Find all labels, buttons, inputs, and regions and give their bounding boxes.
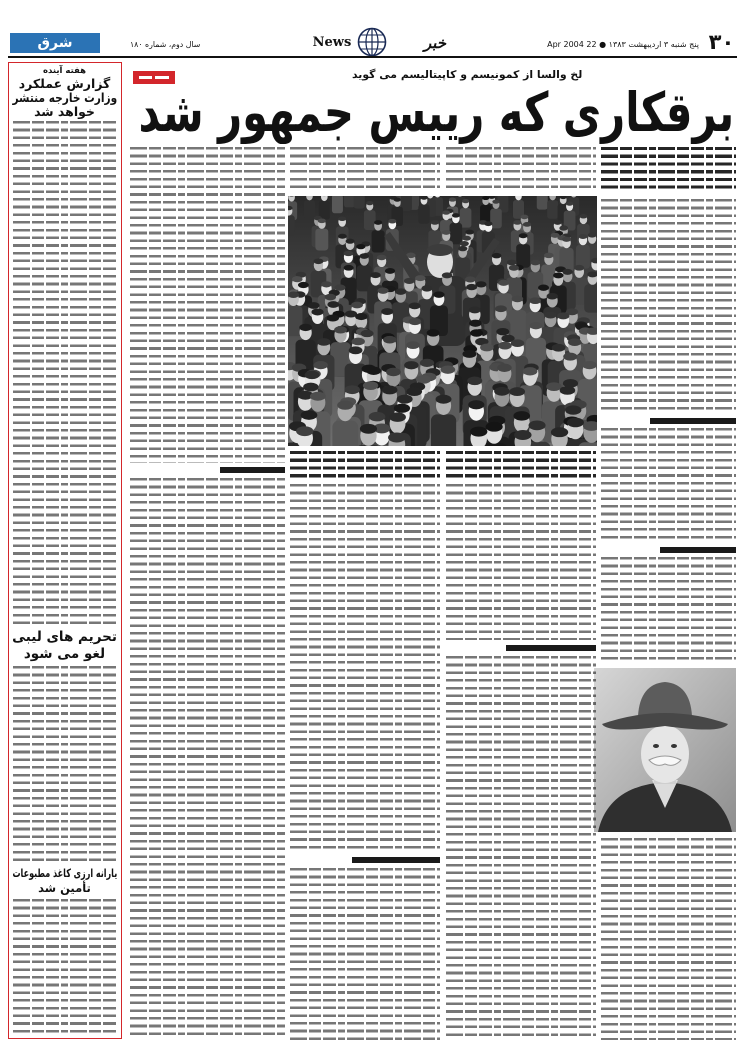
article-headline-text: برقکاری که رییس جمهور شد	[138, 81, 734, 144]
crowd-hair	[462, 199, 469, 203]
crowd-hair	[553, 272, 564, 278]
crowd-hair	[377, 255, 387, 261]
article-kicker-text: لخ والسا از کمونیسم و کاپیتالیسم می گوید	[351, 69, 583, 81]
crowd-hair	[406, 341, 420, 349]
crowd-hair	[547, 293, 558, 300]
crowd-hair	[579, 234, 588, 239]
crowd-hair	[560, 386, 576, 395]
crowd-hair	[562, 237, 571, 242]
crowd-body	[418, 205, 429, 224]
crowd-hair	[288, 292, 299, 298]
badge-mark	[139, 76, 152, 79]
crowd-hair	[394, 198, 401, 202]
crowd-hair	[452, 213, 460, 218]
crowd-hair	[292, 276, 303, 282]
crowd-hair	[346, 239, 355, 244]
crowd-hair	[421, 285, 432, 291]
crowd-body	[450, 223, 463, 244]
crowd-hair	[530, 260, 540, 266]
crowd-hair	[494, 387, 510, 396]
crowd-hair	[369, 412, 386, 422]
body-subheading	[352, 857, 440, 863]
body-text	[446, 656, 596, 1040]
body-text	[130, 478, 285, 1040]
crowd-hair	[382, 386, 398, 395]
crowd-hair	[344, 265, 354, 271]
crowd-hair	[530, 322, 543, 329]
crowd-body	[431, 414, 456, 446]
article-headline	[138, 82, 734, 144]
crowd-hair	[512, 296, 524, 303]
crowd-hair	[546, 382, 561, 391]
body-text	[601, 428, 736, 543]
crowd-hair	[562, 269, 572, 275]
crowd-hair	[568, 338, 581, 346]
crowd-hair	[308, 302, 320, 309]
crowd-hair	[495, 305, 507, 312]
issue-date	[544, 38, 702, 50]
crowd-hair	[498, 280, 509, 286]
crowd-hair	[311, 309, 323, 316]
crowd-hair	[303, 383, 318, 392]
sidebar-headline-line: تأمین شد	[38, 881, 91, 895]
body-text	[290, 147, 440, 193]
crowd-hair	[321, 281, 332, 287]
crowd-hair	[544, 312, 556, 319]
crowd-hair	[388, 432, 406, 442]
crowd-hair	[388, 219, 396, 224]
crowd-body	[344, 196, 355, 207]
sidebar-headline	[12, 76, 117, 90]
portrait-eye	[671, 744, 677, 748]
portrait-photo	[594, 668, 736, 832]
crowd-hair	[567, 418, 584, 428]
crowd-hair	[370, 272, 380, 278]
crowd-hair	[565, 405, 581, 414]
portrait-photo-svg	[594, 668, 736, 832]
crowd-hair	[433, 291, 444, 297]
crowd-hair	[317, 338, 330, 346]
crowd-hair	[359, 253, 369, 259]
crowd-hair	[554, 220, 562, 225]
body-text	[130, 147, 285, 463]
crowd-hair	[513, 220, 521, 225]
photo-caption	[290, 451, 440, 478]
body-text	[601, 838, 736, 1040]
crowd-hair	[563, 353, 577, 361]
crowd-hair	[460, 241, 469, 246]
issue-date-text: پنج شنبه ۳ اردیبهشت ۱۳۸۳ ● 22 Apr 2004	[547, 39, 699, 49]
crowd-hair	[557, 312, 569, 319]
crowd-hair	[523, 222, 531, 227]
crowd-body	[584, 284, 597, 312]
body-text	[601, 199, 736, 414]
body-text	[446, 147, 596, 193]
crowd-hair	[507, 260, 517, 266]
crowd-hair	[469, 320, 482, 327]
crowd-hair	[566, 201, 573, 205]
crowd-hair	[314, 258, 324, 264]
body-subheading	[660, 547, 736, 553]
crowd-hair	[427, 244, 453, 256]
crowd-hair	[363, 381, 378, 390]
crowd-hair	[386, 368, 401, 376]
crowd-hair	[355, 313, 367, 320]
body-text	[290, 868, 440, 1040]
sidebar-body-text	[13, 899, 116, 1034]
portrait-eye	[653, 744, 659, 748]
crowd-hair	[492, 253, 502, 259]
crowd-hair	[318, 218, 326, 223]
body-text	[446, 484, 596, 640]
crowd-hair	[327, 314, 339, 321]
crowd-hair	[314, 361, 328, 369]
section-title-en: News	[312, 35, 352, 50]
crowd-hair	[374, 220, 382, 225]
section-title-fa: خبر	[423, 34, 447, 52]
crowd-hair	[299, 324, 312, 331]
crowd-hair	[588, 233, 597, 238]
sidebar-headline	[12, 90, 117, 104]
crowd-body	[354, 196, 365, 209]
crowd-hair	[366, 367, 381, 375]
crowd-hair	[529, 420, 546, 430]
crowd-hair	[394, 404, 410, 413]
crowd-hair	[465, 230, 474, 235]
crowd-hair	[462, 236, 471, 241]
crowd-hair	[579, 214, 587, 219]
crowd-hair	[427, 329, 440, 336]
newspaper-logo-text: شرق	[37, 35, 73, 51]
crowd-hair	[511, 339, 524, 347]
crowd-hair	[327, 301, 339, 308]
sidebar-headline-line: لغو می شود	[23, 646, 106, 662]
crowd-body	[332, 421, 358, 446]
crowd-hair	[431, 220, 439, 225]
crowd-hair	[520, 215, 528, 220]
crowd-hair	[352, 338, 365, 346]
crowd-hair	[484, 221, 492, 226]
crowd-body	[537, 196, 548, 210]
crowd-hair	[574, 265, 584, 271]
crowd-hair	[385, 268, 395, 274]
crowd-hair	[366, 201, 373, 205]
crowd-hair	[305, 371, 320, 379]
crowd-hair	[582, 361, 596, 369]
news-sidebar	[8, 62, 122, 1039]
issue-number-text: سال دوم، شماره ۱۸۰	[129, 39, 201, 49]
sidebar-headline	[12, 629, 117, 645]
crowd-hair	[395, 288, 406, 294]
crowd-hair	[492, 200, 499, 204]
crowd-hair	[397, 395, 413, 404]
sidebar-body-text	[13, 666, 116, 862]
crowd-hair	[462, 350, 476, 358]
crowd-body	[304, 200, 315, 219]
crowd-hair	[544, 253, 554, 259]
crowd-hair	[361, 330, 374, 337]
crowd-hair	[529, 297, 541, 304]
sidebar-headline-line: وزارت خارجه منتشر	[12, 89, 117, 105]
body-text	[290, 484, 440, 852]
crowd-hair	[409, 318, 422, 325]
crowd-hair	[513, 411, 530, 421]
sidebar-headline-line: گزارش عملکرد	[18, 75, 111, 91]
crowd-hair	[442, 272, 453, 278]
crowd-hair	[442, 230, 451, 235]
crowd-hair	[381, 308, 393, 315]
crowd-body	[372, 230, 385, 252]
crowd-hair	[351, 302, 363, 309]
body-subheading	[650, 418, 736, 424]
sidebar-headline	[12, 881, 117, 895]
crowd-hair	[338, 216, 346, 221]
crowd-photo-svg	[288, 196, 597, 446]
photo-caption	[446, 451, 596, 478]
crowd-hair	[377, 287, 388, 293]
crowd-hair	[404, 361, 418, 369]
sidebar-headline-line: یارانه ارزی کاغذ مطبوعات	[12, 866, 117, 880]
crowd-body	[516, 244, 530, 268]
crowd-hair	[344, 251, 354, 256]
crowd-hair	[523, 367, 538, 375]
crowd-hair	[538, 285, 549, 291]
crowd-hair	[360, 424, 377, 434]
sidebar-headline	[12, 646, 117, 662]
crowd-hair	[470, 427, 487, 437]
crowd-body	[288, 215, 295, 235]
crowd-hair	[389, 412, 406, 422]
crowd-hair	[409, 302, 421, 309]
crowd-hair	[476, 281, 487, 287]
crowd-hair	[325, 294, 336, 301]
crowd-hair	[519, 233, 528, 238]
sidebar-headline-line: خواهد شد	[34, 103, 95, 119]
header-rule	[8, 56, 737, 58]
crowd-hair	[470, 329, 483, 336]
crowd-hair	[486, 422, 503, 432]
sidebar-headline	[12, 104, 117, 118]
sidebar-kicker-text: هفته آینده	[42, 65, 87, 76]
crowd-hair	[337, 401, 353, 410]
crowd-hair	[498, 342, 512, 350]
crowd-hair	[441, 365, 456, 373]
crowd-hair	[436, 395, 452, 404]
crowd-hair	[496, 328, 509, 335]
crowd-hair	[559, 226, 567, 231]
crowd-hair	[420, 359, 434, 367]
crowd-hair	[551, 427, 568, 437]
issue-number	[130, 38, 200, 50]
crowd-hair	[466, 284, 477, 290]
crowd-body	[315, 229, 328, 251]
page-number: ۳۰	[708, 30, 735, 54]
sidebar-body-text	[13, 121, 116, 624]
crowd-hair	[334, 326, 347, 333]
article-kicker	[352, 68, 582, 82]
crowd-hair	[468, 400, 484, 409]
crowd-hair	[509, 265, 519, 271]
body-subheading	[506, 645, 596, 651]
crowd-body	[332, 196, 343, 213]
crowd-hair	[458, 246, 467, 251]
crowd-hair	[404, 278, 415, 284]
crowd-hair	[344, 385, 359, 394]
globe-icon	[354, 27, 390, 57]
crowd-hair	[406, 387, 422, 396]
crowd-hair	[482, 196, 489, 200]
sidebar-kicker	[12, 65, 117, 76]
crowd-hair	[298, 282, 309, 288]
crowd-hair	[497, 364, 512, 372]
crowd-hair	[356, 244, 365, 249]
crowd-body	[547, 200, 558, 219]
badge-mark	[155, 76, 169, 79]
portrait-face	[641, 725, 689, 783]
crowd-hair	[301, 410, 318, 419]
crowd-hair	[514, 430, 531, 440]
crowd-hair	[383, 336, 396, 344]
crowd-hair	[465, 276, 476, 282]
crowd-hair	[415, 275, 426, 281]
crowd-hair	[552, 344, 566, 352]
sidebar-headline	[12, 866, 117, 880]
globe-icon-svg	[354, 27, 390, 57]
crowd-hair	[349, 346, 363, 354]
newspaper-logo	[10, 33, 100, 53]
crowd-hair	[338, 234, 347, 239]
crowd-photo	[288, 196, 597, 446]
crowd-hair	[509, 387, 525, 396]
crowd-hair	[449, 198, 456, 202]
crowd-hair	[442, 210, 450, 214]
body-text	[601, 557, 736, 663]
body-subheading	[220, 467, 285, 473]
crowd-body	[364, 210, 376, 230]
crowd-hair	[480, 344, 494, 352]
crowd-hair	[469, 306, 481, 313]
article-intro	[601, 147, 736, 193]
crowd-hair	[467, 376, 482, 385]
crowd-hair	[296, 426, 313, 436]
sidebar-headline-line: تحریم های لیبی	[12, 629, 117, 645]
crowd-hair	[310, 392, 326, 401]
